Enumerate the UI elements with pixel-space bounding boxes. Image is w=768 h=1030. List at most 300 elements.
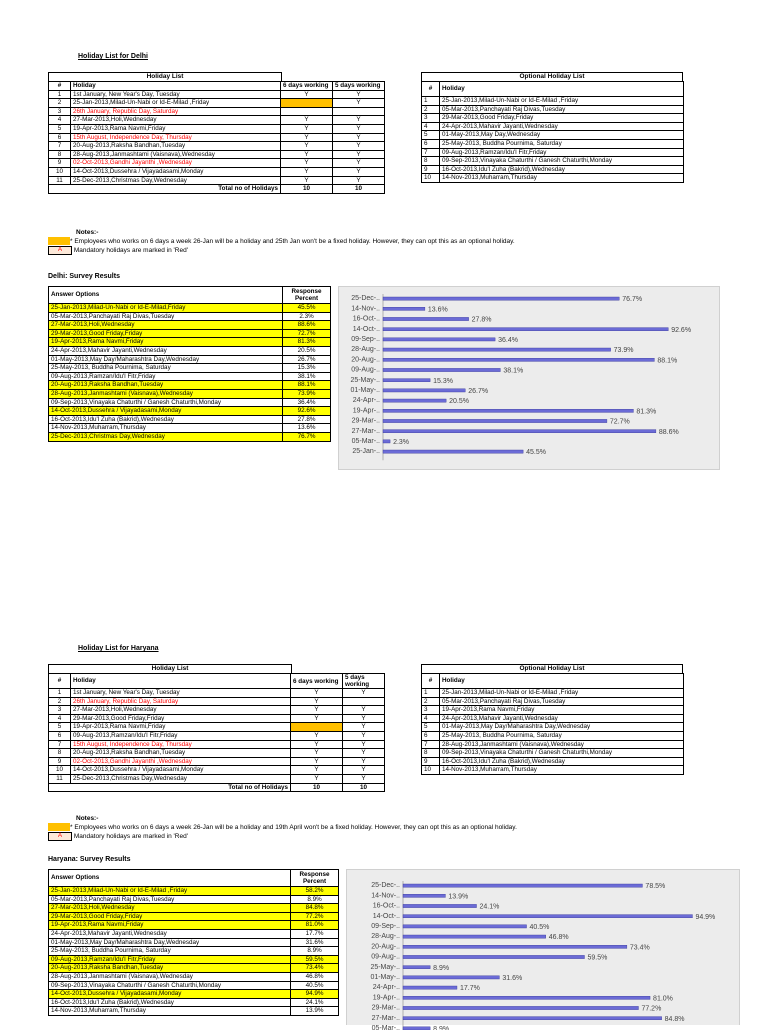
col-5days-header: 5 days working [343,674,385,689]
bar-value-label: 76.7% [622,296,643,304]
response-percent: 73.4% [291,964,339,973]
response-percent: 84.8% [291,904,339,913]
table-row [49,150,385,159]
table-row [49,432,331,441]
holiday-name: 15th August, Independence Day, Thursday [71,740,291,749]
table-row [49,947,339,956]
holiday-table [48,81,385,194]
bar-value-label: 27.8% [471,316,492,324]
table-row [422,731,684,740]
response-percent: 73.9% [283,389,331,398]
holiday-name: 29-Mar-2013,Good Friday,Friday [440,114,684,123]
bar-value-label: 73.9% [613,347,634,355]
bar-value-label: 13.9% [448,893,469,901]
table-row [49,731,385,740]
five-days-value: Y [333,133,385,142]
bar-value-label: 13.6% [427,306,448,314]
holiday-name: 1st January, New Year's Day, Tuesday [71,90,281,99]
holiday-name: 25-Jan-2013,Milad-Un-Nabi or Id-E-Milad ,Friday [440,689,684,698]
holiday-name: 14-Oct-2013,Dussehra / Vijayadasami,Monday [71,766,291,775]
five-days-value: Y [333,116,385,125]
table-row [422,689,684,698]
holiday-name: 05-Mar-2013,Panchayati Raj Divas,Tuesday [440,697,684,706]
bar-value-label: 8.9% [433,1026,450,1030]
total-five-days: 10 [343,783,385,792]
category-label: 09-Sep-.. [371,923,400,930]
holiday-list-caption: Holiday List [48,72,282,81]
six-days-value: Y [281,116,333,125]
answer-option: 14-Nov-2013,Muharram,Thursday [49,424,283,433]
response-percent: 77.2% [291,912,339,921]
bar [403,904,477,907]
table-row [49,766,385,775]
red-swatch: A [48,246,72,255]
table-row [422,97,684,106]
answer-option: 24-Apr-2013,Mahavir Jayanti,Wednesday [49,929,291,938]
row-number: 7 [422,148,440,157]
response-percent: 15.3% [283,364,331,373]
category-label: 25-May-.. [370,963,400,971]
bar [403,955,584,958]
row-number: 5 [422,131,440,140]
note-optional: * Employees who works on 6 days a week 26-Jan will be a holiday and 25th Jan won't be a fixed holiday. However, they can opt this as an optional holiday. [70,238,515,245]
haryana-bar-chart [347,870,739,1030]
table-row [49,389,331,398]
table-row [49,757,385,766]
table-row [49,407,331,416]
row-number: 2 [49,99,71,108]
five-days-value: Y [333,90,385,99]
total-label: Total no of Holidays [49,783,291,792]
row-number: 2 [49,697,71,706]
row-number: 8 [422,749,440,758]
holiday-name: 27-Mar-2013,Holi,Wednesday [71,116,281,125]
haryana-survey-title: Haryana: Survey Results [48,856,131,863]
row-number: 7 [422,740,440,749]
row-number: 6 [422,139,440,148]
response-percent: 38.1% [283,372,331,381]
category-label: 25-May-.. [350,376,380,384]
category-label: 25-Jan-.. [352,448,380,456]
bar [383,450,523,453]
table-row [49,972,339,981]
bar-value-label: 92.6% [671,326,692,334]
haryana-holiday-list [48,664,384,792]
response-percent: 17.7% [291,929,339,938]
holiday-name: 24-Apr-2013,Mahavir Jayanti,Wednesday [440,714,684,723]
category-label: 01-May-.. [350,387,380,394]
row-number: 1 [49,90,71,99]
row-number: 3 [49,706,71,715]
row-number: 10 [422,174,440,183]
five-days-value: Y [343,749,385,758]
bar [403,966,430,969]
response-percent: 76.7% [283,432,331,441]
bar [383,419,607,422]
haryana-notes [48,814,748,841]
holiday-name: 20-Aug-2013,Raksha Bandhan,Tuesday [71,749,291,758]
response-percent: 92.6% [283,407,331,416]
table-row [49,964,339,973]
row-number: 11 [49,774,71,783]
table-row [422,148,684,157]
six-days-value: Y [291,714,343,723]
orange-swatch [48,237,70,245]
six-days-value [281,99,333,108]
bar [403,986,457,989]
answer-option: 09-Aug-2013,Ramzan/Idu'l Fitr,Friday [49,955,291,964]
table-row [422,714,684,723]
table-row [49,740,385,749]
bar-value-label: 17.7% [459,985,480,993]
category-label: 14-Oct-.. [352,325,380,333]
six-days-value: Y [291,774,343,783]
answer-option: 25-Jan-2013,Milad-Un-Nabi or Id-E-Milad,Friday [49,304,283,313]
holiday-name: 14-Nov-2013,Muharram,Thursday [440,174,684,183]
holiday-name: 27-Mar-2013,Holi,Wednesday [71,706,291,715]
table-row [49,133,385,142]
table-row [422,174,684,183]
answer-option: 25-May-2013, Buddha Pournima, Saturday [49,364,283,373]
table-row [422,105,684,114]
answer-option: 16-Oct-2013,Idu'l Zuha (Bakrid),Wednesday [49,998,291,1007]
table-row [49,159,385,168]
delhi-title: Holiday List for Delhi [78,53,149,60]
holiday-name: 29-Mar-2013,Good Friday,Friday [71,714,291,723]
holiday-name: 14-Oct-2013,Dussehra / Vijayadasami,Monday [71,167,281,176]
category-label: 01-May-.. [370,974,400,981]
response-percent: 59.5% [291,955,339,964]
delhi-optional-list [421,72,683,183]
row-number: 2 [422,105,440,114]
bar [383,440,390,443]
total-row [49,783,385,792]
table-row [422,706,684,715]
table-row [49,990,339,999]
bar-value-label: 81.3% [636,408,657,416]
bar-value-label: 78.5% [645,883,666,891]
answer-option: 29-Mar-2013,Good Friday,Friday [49,329,283,338]
header-row [49,287,331,304]
category-label: 28-Aug-.. [371,933,400,941]
red-swatch: A [48,832,72,841]
holiday-name: 25-Jan-2013,Milad-Un-Nabi or Id-E-Milad ,Friday [440,97,684,106]
table-row [49,304,331,313]
five-days-value: Y [333,159,385,168]
six-days-value [281,107,333,116]
answer-option: 05-Mar-2013,Panchayati Raj Divas,Tuesday [49,895,291,904]
table-row [49,689,385,698]
response-percent: 26.7% [283,355,331,364]
six-days-value: Y [291,740,343,749]
category-label: 19-Apr-.. [352,407,380,415]
bar [383,338,495,341]
table-row [49,912,339,921]
answer-option: 28-Aug-2013,Janmashtami (Vaisnava),Wednesday [49,389,283,398]
delhi-survey-chart [338,286,720,470]
optional-table [421,81,684,183]
answer-option: 09-Sep-2013,Vinayaka Chaturthi / Ganesh Chaturthi,Monday [49,398,283,407]
bar [403,884,642,887]
holiday-name: 16-Oct-2013,Idu'l Zuha (Bakrid),Wednesday [440,165,684,174]
six-days-value: Y [291,731,343,740]
answer-option: 14-Oct-2013,Dussehra / Vijayadasami,Monday [49,407,283,416]
five-days-value: Y [343,689,385,698]
five-days-value: Y [343,714,385,723]
table-row [422,122,684,131]
row-number: 5 [49,124,71,133]
total-six-days: 10 [281,185,333,194]
bar-value-label: 46.8% [548,934,569,942]
holiday-name: 02-Oct-2013,Gandhi Jayanthi ,Wednesday [71,159,281,168]
total-six-days: 10 [291,783,343,792]
answer-option: 05-Mar-2013,Panchayati Raj Divas,Tuesday [49,312,283,321]
five-days-value: Y [333,150,385,159]
category-label: 20-Aug-.. [371,943,400,951]
category-label: 19-Apr-.. [372,994,400,1002]
table-row [422,165,684,174]
answer-option: 24-Apr-2013,Mahavir Jayanti,Wednesday [49,346,283,355]
total-label: Total no of Holidays [49,185,281,194]
bar [403,976,499,979]
bar [383,409,633,412]
table-row [49,714,385,723]
holiday-name: 28-Aug-2013,Janmashtami (Vaisnava),Wednesday [440,740,684,749]
answer-options-header: Answer Options [49,287,283,304]
holiday-name: 01-May-2013,May Day/Maharashtra Day,Wednesday [440,723,684,732]
col-holiday-header: Holiday [71,674,291,689]
bar-value-label: 84.8% [664,1015,685,1023]
table-row [422,131,684,140]
answer-option: 25-May-2013, Buddha Pournima, Saturday [49,947,291,956]
holiday-name: 25-Dec-2013,Christmas Day,Wednesday [71,774,291,783]
five-days-value [343,697,385,706]
answer-option: 19-Apr-2013,Rama Navmi,Friday [49,921,291,930]
six-days-value: Y [291,766,343,775]
holiday-name: 26th January, Republic Day, Saturday [71,697,291,706]
answer-option: 28-Aug-2013,Janmashtami (Vaisnava),Wednesday [49,972,291,981]
six-days-value: Y [291,757,343,766]
bar-value-label: 94.9% [695,913,716,921]
bar-value-label: 81.0% [653,995,673,1003]
answer-option: 25-Jan-2013,Milad-Un-Nabi or Id-E-Milad ,Friday [49,887,291,896]
notes-title: Notes:- [76,229,99,236]
table-row [49,338,331,347]
header-row [49,870,339,887]
table-row [49,381,331,390]
six-days-value: Y [281,90,333,99]
table-row [49,749,385,758]
bar [383,328,668,331]
table-row [49,364,331,373]
holiday-name: 09-Aug-2013,Ramzan/Idu'l Fitr,Friday [71,731,291,740]
response-percent: 20.5% [283,346,331,355]
five-days-value: Y [333,142,385,151]
optional-table [421,673,684,775]
table-row [49,142,385,151]
category-label: 28-Aug-.. [351,346,380,354]
col-holiday-header: Holiday [71,82,281,91]
table-row [49,415,331,424]
note-mandatory: Mandatory holidays are marked in 'Red' [73,247,188,255]
bar [383,430,656,433]
bar [403,935,546,938]
bar-value-label: 15.3% [433,377,453,385]
row-number: 9 [422,165,440,174]
six-days-value: Y [291,697,343,706]
bar [383,297,619,300]
category-label: 14-Nov-.. [371,892,400,900]
bar [403,925,527,928]
table-row [49,938,339,947]
category-label: 25-Dec-.. [371,882,400,890]
row-number: 8 [49,150,71,159]
category-label: 24-Apr-.. [372,984,400,992]
six-days-value: Y [281,176,333,185]
category-label: 16-Oct-.. [372,902,400,910]
bar [383,399,446,402]
col-holiday-header: Holiday [440,82,684,97]
answer-option: 01-May-2013,May Day/Maharashtra Day,Wednesday [49,355,283,364]
response-percent: 72.7% [283,329,331,338]
table-row [49,697,385,706]
bar-value-label: 31.6% [502,975,523,982]
six-days-value: Y [281,150,333,159]
bar [403,1006,638,1009]
table-row [422,749,684,758]
table-row [49,116,385,125]
bar-value-label: 77.2% [641,1005,662,1013]
row-number: 10 [422,766,440,775]
row-number: 1 [49,689,71,698]
bar-value-label: 88.1% [657,357,678,365]
category-label: 09-Sep-.. [351,336,380,343]
row-number: 4 [422,714,440,723]
category-label: 09-Aug-.. [371,953,400,961]
bar [403,1017,662,1020]
row-number: 9 [422,757,440,766]
category-label: 24-Apr-.. [352,397,380,405]
optional-list-caption: Optional Holiday List [421,72,683,81]
haryana-survey-table [48,869,339,1016]
delhi-survey-table [48,286,331,442]
category-label: 16-Oct-.. [352,315,380,323]
category-label: 14-Oct-.. [372,912,400,920]
col-number-header: # [49,82,71,91]
table-row [49,424,331,433]
holiday-table [48,673,385,792]
header-row [49,82,385,91]
holiday-name: 28-Aug-2013,Janmashtami (Vaisnava),Wednesday [71,150,281,159]
holiday-name: 26th January, Republic Day, Saturday [71,107,281,116]
row-number: 1 [422,689,440,698]
notes-title: Notes:- [76,815,99,822]
holiday-name: 25-May-2013, Buddha Pournima, Saturday [440,139,684,148]
row-number: 6 [422,731,440,740]
holiday-name: 24-Apr-2013,Mahavir Jayanti,Wednesday [440,122,684,131]
answer-option: 20-Aug-2013,Raksha Bandhan,Tuesday [49,381,283,390]
table-row [49,312,331,321]
table-row [49,99,385,108]
answer-option: 29-Mar-2013,Good Friday,Friday [49,912,291,921]
bar-value-label: 73.4% [629,944,650,952]
answer-option: 27-Mar-2013,Holi,Wednesday [49,321,283,330]
holiday-name: 09-Sep-2013,Vinayaka Chaturthi / Ganesh Chaturthi,Monday [440,749,684,758]
bar [403,915,692,918]
holiday-name: 25-Jan-2013,Milad-Un-Nabi or Id-E-Milad ,Friday [71,99,281,108]
response-percent: 81.3% [283,338,331,347]
row-number: 6 [49,731,71,740]
header-row [49,674,385,689]
col-number-header: # [49,674,71,689]
row-number: 4 [422,122,440,131]
col-6days-header: 6 days working [281,82,333,91]
bar-value-label: 38.1% [503,367,524,375]
table-row [422,157,684,166]
table-row [49,1007,339,1016]
table-row [422,740,684,749]
response-percent: 58.2% [291,887,339,896]
category-label: 14-Nov-.. [351,305,380,313]
five-days-value: Y [333,99,385,108]
five-days-value: Y [343,723,385,732]
row-number: 3 [422,706,440,715]
header-row [422,82,684,97]
six-days-value: Y [281,142,333,151]
answer-option: 14-Oct-2013,Dussehra / Vijayadasami,Monday [49,990,291,999]
col-6days-header: 6 days working [291,674,343,689]
response-percent: 46.8% [291,972,339,981]
row-number: 2 [422,697,440,706]
response-percent: 27.8% [283,415,331,424]
col-5days-header: 5 days working [333,82,385,91]
row-number: 8 [49,749,71,758]
six-days-value [291,723,343,732]
category-label: 27-Mar-.. [351,427,380,435]
table-row [49,955,339,964]
row-number: 9 [49,159,71,168]
five-days-value: Y [333,167,385,176]
six-days-value: Y [281,124,333,133]
bar-value-label: 59.5% [587,954,608,962]
response-percent: 94.9% [291,990,339,999]
bar [383,307,425,310]
row-number: 9 [49,757,71,766]
row-number: 6 [49,133,71,142]
answer-option: 09-Aug-2013,Ramzan/Idu'l Fitr,Friday [49,372,283,381]
category-label: 09-Aug-.. [351,366,380,374]
bar [383,358,654,361]
col-number-header: # [422,674,440,689]
bar [383,368,500,371]
table-row [49,706,385,715]
holiday-name: 09-Aug-2013,Ramzan/Idu'l Fitr,Friday [440,148,684,157]
holiday-name: 1st January, New Year's Day, Tuesday [71,689,291,698]
category-label: 05-Mar-.. [351,438,380,445]
bar [403,996,650,999]
haryana-title: Holiday List for Haryana [78,645,159,652]
holiday-name: 02-Oct-2013,Gandhi Jayanthi ,Wednesday [71,757,291,766]
six-days-value: Y [281,133,333,142]
total-row [49,185,385,194]
category-label: 27-Mar-.. [371,1014,400,1022]
table-row [422,697,684,706]
table-row [49,998,339,1007]
response-percent: 88.1% [283,381,331,390]
response-percent: 45.5% [283,304,331,313]
six-days-value: Y [281,159,333,168]
table-row [49,90,385,99]
